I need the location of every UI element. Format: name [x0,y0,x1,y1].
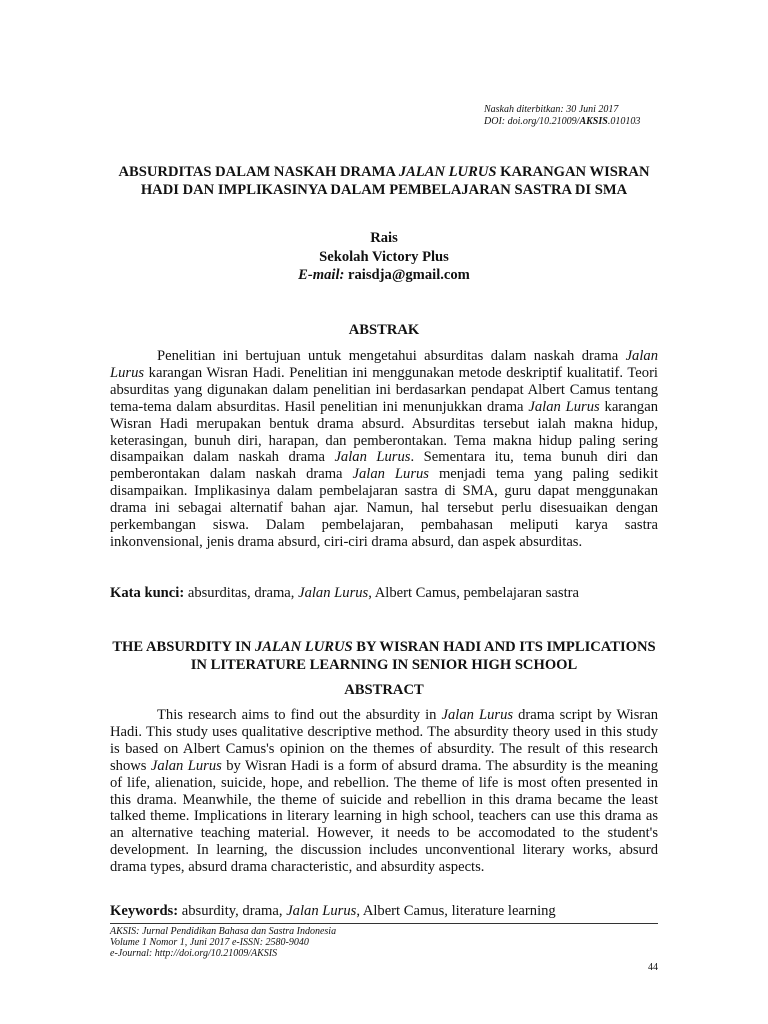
title-en-italic: JALAN LURUS [254,639,353,655]
keywords-label: Keywords: [110,903,179,919]
footer-journal: AKSIS: Jurnal Pendidikan Bahasa dan Sastra Indonesia [110,926,337,937]
page-number: 44 [648,962,658,973]
title-id-part1: ABSURDITAS DALAM NASKAH DRAMA [118,164,399,180]
keywords-text-2: , Albert Camus, literature learning [356,903,556,919]
footer-ejournal[interactable]: e-Journal: http://doi.org/10.21009/AKSIS [110,948,278,959]
doi-journal: AKSIS [579,116,608,127]
keywords-italic: Jalan Lurus [286,903,357,919]
abstrak-italic-1: Jalan Lurus [110,348,658,381]
abstract-italic-1: Jalan Lurus [441,707,514,723]
abstrak-paragraph [110,348,658,551]
doi-suffix: .010103 [607,116,641,127]
author-name: Rais [370,230,398,246]
title-en-part2: BY WISRAN HADI AND ITS IMPLICATIONS IN LITERATURE LEARNING IN SENIOR HIGH SCHOOL [190,639,656,673]
keywords-text-1: absurdity, drama, [178,903,287,919]
abstrak-text-4: . Sementara itu, tema bunuh diri dan pemberontakan dalam naskah drama [110,449,659,483]
title-en-part1: THE ABSURDITY IN [112,639,255,655]
title-id-italic: JALAN LURUS [398,164,497,180]
published-date: Naskah diterbitkan: 30 Juni 2017 [484,104,619,115]
publication-info [484,104,640,128]
kata-kunci-italic: Jalan Lurus [298,585,369,601]
abstract-text-2: drama script by Wisran Hadi. This study uses qualitative descriptive method. The absurdity theory used in this study is based on Albert Camus's opinion on the themes of absurdity. The result of this research shows [110,707,659,774]
author-email[interactable]: raisdja@gmail.com [348,267,470,283]
abstract-italic-2: Jalan Lurus [150,757,222,774]
kata-kunci [110,585,658,602]
doi-line [484,116,640,128]
footer-volume: Volume 1 Nomor 1, Juni 2017 e-ISSN: 2580-9040 [110,937,309,948]
doi-label: DOI: doi.org/10.21009/ [484,116,580,127]
abstract-paragraph [110,707,658,876]
abstrak-italic-2: Jalan Lurus [528,398,600,415]
author-affiliation: Sekolah Victory Plus [319,248,449,265]
abstrak-italic-4: Jalan Lurus [352,466,429,483]
abstrak-text-3: karangan Wisran Hadi merupakan bentuk drama absurd. Absurditas tersebut ialah makna hidup, keterasingan, bunuh diri, harapan, dan pemberontakan. Tema makna hidup paling sering disampaikan dalam naskah drama [110,398,658,466]
abstrak-text-2: karangan Wisran Hadi. Penelitian ini menggunakan metode deskriptif kualitatif. Teori absurditas yang digunakan dalam penelitian ini berdasarkan pendapat Albert Camus tentang tema-tema dalam absurditas. Hasil penelitian ini menunjukkan drama [110,364,658,415]
footer-divider [110,923,658,924]
author-email-line [110,266,658,285]
title-indonesian [110,163,658,199]
abstrak-heading: ABSTRAK [348,322,420,338]
abstrak-text-1: Penelitian ini bertujuan untuk mengetahui absurditas dalam naskah drama [157,348,626,364]
kata-kunci-text-2: , Albert Camus, pembelajaran sastra [368,585,579,601]
title-english [110,638,658,674]
kata-kunci-label: Kata kunci: [110,585,185,601]
email-label: E-mail: [298,267,345,283]
kata-kunci-text-1: absurditas, drama, [184,585,299,601]
abstract-text-3: by Wisran Hadi is a form of absurd drama. The absurdity is the meaning of life, alienation, suicide, hope, and rebellion. The theme of life is most often presented in this drama. Meanwhile, the theme of suicide and rebellion in this drama became the least talked theme. Implications in literary learning in high school, teachers can use this drama as an alternative teaching material. However, it needs to be accomodated to the student's development. In learning, the discussion includes unconventional literary works, absurd drama types, absurd drama characteristic, and absurdity aspects. [110,757,659,876]
abstrak-text-5: menjadi tema yang paling sedikit disampaikan. Implikasinya dalam pembelajaran sastra di SMA, guru dapat menggunakan drama ini sebagai alternatif bahan ajar. Namun, hal tersebut perlu disesuaikan dengan perkembangan siswa. Dalam pembelajaran, pembahasan meliputi karya sastra inkonvensional, jenis drama absurd, ciri-ciri drama absurd, dan aspek absurditas. [110,466,658,550]
abstract-text-1: This research aims to find out the absurdity in [157,707,442,723]
author-block [110,229,658,285]
journal-footer [110,926,336,959]
keywords [110,903,658,920]
abstrak-italic-3: Jalan Lurus [334,449,411,466]
abstract-heading: ABSTRACT [344,682,424,698]
title-id-part2: KARANGAN WISRAN HADI DAN IMPLIKASINYA DALAM PEMBELAJARAN SASTRA DI SMA [140,164,650,198]
